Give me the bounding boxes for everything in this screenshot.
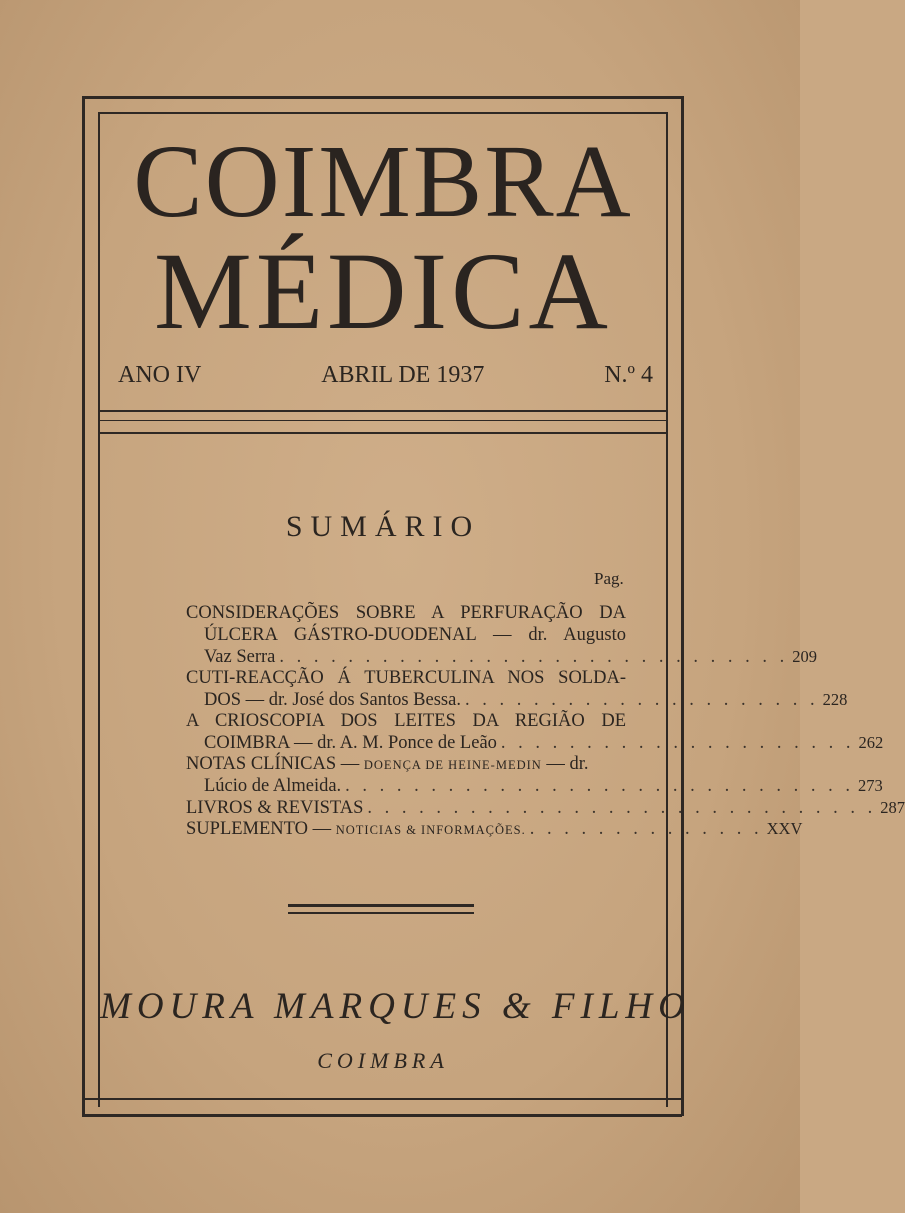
toc-entry-title: ÚLCERA GÁSTRO-DUODENAL — dr. Augusto: [204, 624, 626, 645]
toc-page-number: 273: [858, 776, 883, 795]
divider-rule: [100, 410, 666, 412]
toc-entry-title: NOTAS CLÍNICAS — DOENÇA DE HEINE-MEDIN — dr.: [186, 753, 589, 774]
issue-year: ANO IV: [118, 362, 202, 388]
publisher-name: MOURA MARQUES & FILHO: [100, 986, 691, 1027]
toc-page-number: XXV: [766, 819, 803, 838]
issue-info: [118, 362, 653, 389]
toc-entry: A CRIOSCOPIA DOS LEITES DA REGIÃO DE COIMBRA — dr. A. M. Ponce de Leão . . . . . . . . . . . . . . . . . . . . . 262: [186, 710, 884, 753]
contents-heading: SUMÁRIO: [285, 510, 481, 543]
toc-page-number: 262: [858, 733, 884, 752]
toc-entry-title: SUPLEMENTO — NOTICIAS & INFORMAÇÕES.: [186, 819, 526, 839]
toc-entry: SUPLEMENTO — NOTICIAS & INFORMAÇÕES. . . . . . . . . . . . . . . XXV: [186, 818, 626, 840]
table-of-contents: [186, 603, 905, 840]
toc-entry-title: CUTI-REACÇÃO Á TUBERCULINA NOS SOLDA-: [186, 667, 626, 688]
toc-entry-title: DOS — dr. José dos Santos Bessa.: [204, 690, 461, 710]
toc-entry: NOTAS CLÍNICAS — DOENÇA DE HEINE-MEDIN — dr. Lúcio de Almeida. . . . . . . . . . . . . . . . . . . . . . . . . . . . . . . 273: [186, 753, 883, 796]
toc-page-number: 228: [822, 690, 848, 709]
divider-rule: [100, 420, 666, 421]
toc-page-number: 209: [792, 647, 818, 666]
divider-rule: [100, 432, 666, 434]
journal-title-line1: COIMBRA: [133, 124, 633, 239]
toc-entry-title: A CRIOSCOPIA DOS LEITES DA REGIÃO DE: [186, 710, 626, 731]
toc-entry-title: Lúcio de Almeida.: [204, 776, 342, 796]
toc-entry-title: COIMBRA — dr. A. M. Ponce de Leão: [204, 733, 497, 753]
ornamental-rule: [288, 904, 474, 907]
toc-page-number: 287: [880, 797, 905, 817]
issue-date: ABRIL DE 1937: [321, 362, 485, 388]
bottom-rule: [82, 1098, 682, 1100]
toc-entry-title: Vaz Serra: [204, 647, 276, 667]
toc-entry-title: LIVROS & REVISTAS: [186, 797, 364, 818]
ornamental-rule: [288, 912, 474, 914]
toc-entry: CONSIDERAÇÕES SOBRE A PERFURAÇÃO DA ÚLCERA GÁSTRO-DUODENAL — dr. Augusto Vaz Serra . . . . . . . . . . . . . . . . . . . . . . . . . . . . . . 209: [186, 603, 818, 667]
journal-title-line2: MÉDICA: [154, 230, 612, 352]
toc-entry: LIVROS & REVISTAS . . . . . . . . . . . . . . . . . . . . . . . . . . . . . . 287: [186, 797, 905, 818]
toc-entry: CUTI-REACÇÃO Á TUBERCULINA NOS SOLDA- DOS — dr. José dos Santos Bessa. . . . . . . . . . . . . . . . . . . . . . 228: [186, 667, 848, 710]
bottom-rule: [82, 1114, 682, 1117]
issue-number: N.º 4: [604, 362, 653, 388]
toc-entry-title: CONSIDERAÇÕES SOBRE A PERFURAÇÃO DA: [186, 603, 626, 623]
publisher-city: COIMBRA: [317, 1048, 449, 1073]
page-column-header: Pag.: [594, 569, 624, 588]
